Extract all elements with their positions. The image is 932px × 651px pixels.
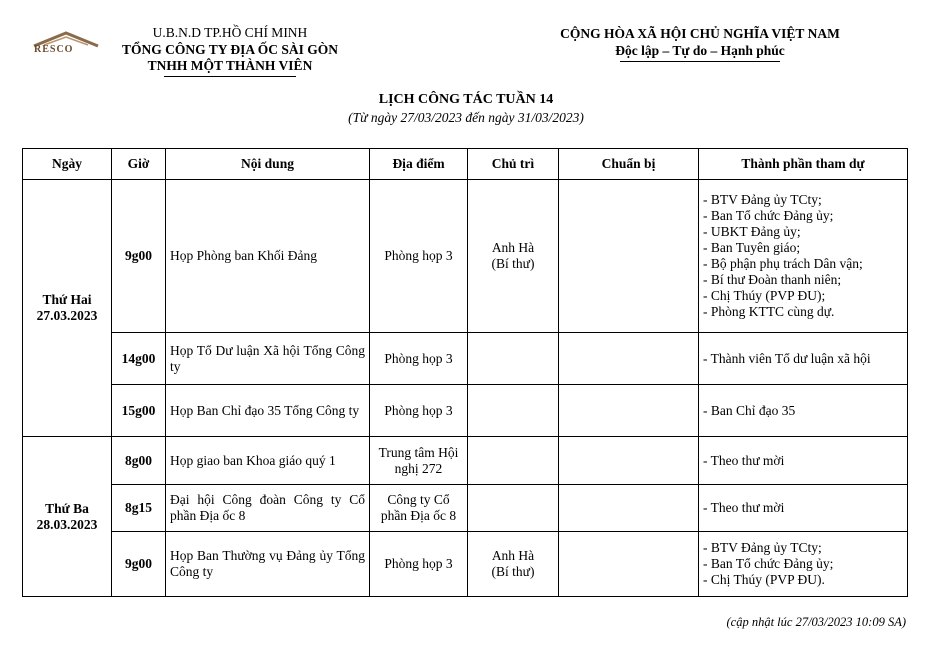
day-name: Thứ Ba bbox=[45, 500, 89, 516]
participant-item: - BTV Đảng ủy TCty; bbox=[703, 192, 822, 207]
host-cell bbox=[468, 333, 559, 385]
col-header-prep: Chuẩn bị bbox=[559, 149, 699, 180]
time-cell: 9g00 bbox=[112, 180, 166, 333]
table-row bbox=[23, 485, 908, 532]
prep-cell bbox=[559, 333, 699, 385]
col-header-participants: Thành phần tham dự bbox=[699, 149, 908, 180]
table-row bbox=[23, 532, 908, 597]
col-header-content: Nội dung bbox=[166, 149, 370, 180]
participant-item: - Ban Tổ chức Đảng ủy; bbox=[703, 208, 834, 223]
participants-cell bbox=[699, 180, 908, 333]
update-timestamp: (cập nhật lúc 27/03/2023 10:09 SA) bbox=[726, 615, 906, 629]
table-header-row bbox=[23, 149, 908, 180]
place-cell: Trung tâm Hội nghị 272 bbox=[370, 437, 468, 485]
prep-cell bbox=[559, 532, 699, 597]
schedule-title: LỊCH CÔNG TÁC TUẦN 14 bbox=[378, 92, 554, 107]
table-row bbox=[23, 333, 908, 385]
day-cell bbox=[23, 437, 112, 597]
participant-item: - Ban Tổ chức Đảng ủy; bbox=[703, 556, 834, 571]
col-header-day: Ngày bbox=[23, 149, 112, 180]
content-cell: Họp Tổ Dư luận Xã hội Tổng Công ty bbox=[166, 333, 370, 385]
participant-item: - Chị Thúy (PVP ĐU); bbox=[703, 288, 826, 303]
host-cell bbox=[468, 385, 559, 437]
host-name: Anh Hà bbox=[491, 548, 535, 563]
org-underline bbox=[164, 76, 296, 77]
participants-cell bbox=[699, 532, 908, 597]
host-cell bbox=[468, 180, 559, 333]
participant-item: - Bộ phận phụ trách Dân vận; bbox=[703, 256, 863, 271]
participants-cell: - Thành viên Tổ dư luận xã hội bbox=[699, 333, 908, 385]
time-cell: 14g00 bbox=[112, 333, 166, 385]
motto-underline bbox=[620, 61, 780, 62]
table-row bbox=[23, 180, 908, 333]
host-role: (Bí thư) bbox=[491, 564, 535, 579]
host-role: (Bí thư) bbox=[491, 256, 535, 271]
host-cell bbox=[468, 437, 559, 485]
time-cell: 9g00 bbox=[112, 532, 166, 597]
content-cell: Họp Phòng ban Khối Đảng bbox=[166, 180, 370, 333]
content-cell: Họp Ban Chỉ đạo 35 Tổng Công ty bbox=[166, 385, 370, 437]
participant-item: - Phòng KTTC cùng dự. bbox=[703, 304, 835, 319]
time-cell: 8g00 bbox=[112, 437, 166, 485]
content-cell: Họp Ban Thường vụ Đảng ủy Tổng Công ty bbox=[166, 532, 370, 597]
content-cell: Đại hội Công đoàn Công ty Cổ phần Địa ốc 8 bbox=[166, 485, 370, 532]
org-line-1: U.B.N.D TP.HỒ CHÍ MINH bbox=[152, 25, 308, 40]
participant-item: - Ban Tuyên giáo; bbox=[703, 240, 801, 255]
day-date: 28.03.2023 bbox=[36, 516, 98, 532]
schedule-subtitle: (Từ ngày 27/03/2023 đến ngày 31/03/2023) bbox=[348, 110, 584, 125]
table-row bbox=[23, 437, 908, 485]
organization-header bbox=[100, 25, 360, 77]
host-name: Anh Hà bbox=[491, 240, 535, 255]
host-cell bbox=[468, 532, 559, 597]
participant-item: - Chị Thúy (PVP ĐU). bbox=[703, 572, 825, 587]
national-motto-1: CỘNG HÒA XÃ HỘI CHỦ NGHĨA VIỆT NAM bbox=[560, 26, 840, 41]
place-cell: Phòng họp 3 bbox=[370, 333, 468, 385]
participants-cell: - Theo thư mời bbox=[699, 437, 908, 485]
national-motto-2: Độc lập – Tự do – Hạnh phúc bbox=[615, 43, 785, 58]
table-row bbox=[23, 385, 908, 437]
participant-item: - Bí thư Đoàn thanh niên; bbox=[703, 272, 842, 287]
time-cell: 8g15 bbox=[112, 485, 166, 532]
participant-item: - UBKT Đảng ủy; bbox=[703, 224, 801, 239]
day-date: 27.03.2023 bbox=[36, 308, 98, 323]
schedule-table bbox=[22, 148, 908, 597]
col-header-host: Chủ trì bbox=[468, 149, 559, 180]
col-header-place: Địa điểm bbox=[370, 149, 468, 180]
participants-cell: - Theo thư mời bbox=[699, 485, 908, 532]
day-name: Thứ Hai bbox=[42, 292, 92, 307]
host-cell bbox=[468, 485, 559, 532]
place-cell: Phòng họp 3 bbox=[370, 180, 468, 333]
place-cell: Phòng họp 3 bbox=[370, 532, 468, 597]
org-line-3: TNHH MỘT THÀNH VIÊN bbox=[147, 58, 313, 73]
time-cell: 15g00 bbox=[112, 385, 166, 437]
col-header-time: Giờ bbox=[112, 149, 166, 180]
content-cell: Họp giao ban Khoa giáo quý 1 bbox=[166, 437, 370, 485]
org-line-2: TỔNG CÔNG TY ĐỊA ỐC SÀI GÒN bbox=[121, 41, 339, 57]
place-cell: Phòng họp 3 bbox=[370, 385, 468, 437]
prep-cell bbox=[559, 485, 699, 532]
participant-item: - BTV Đảng ủy TCty; bbox=[703, 540, 822, 555]
prep-cell bbox=[559, 385, 699, 437]
logo-text: RESCO bbox=[34, 44, 74, 55]
national-header bbox=[535, 25, 865, 62]
prep-cell bbox=[559, 437, 699, 485]
place-cell: Công ty Cổ phần Địa ốc 8 bbox=[370, 485, 468, 532]
day-cell bbox=[23, 180, 112, 437]
participants-cell: - Ban Chỉ đạo 35 bbox=[699, 385, 908, 437]
prep-cell bbox=[559, 180, 699, 333]
